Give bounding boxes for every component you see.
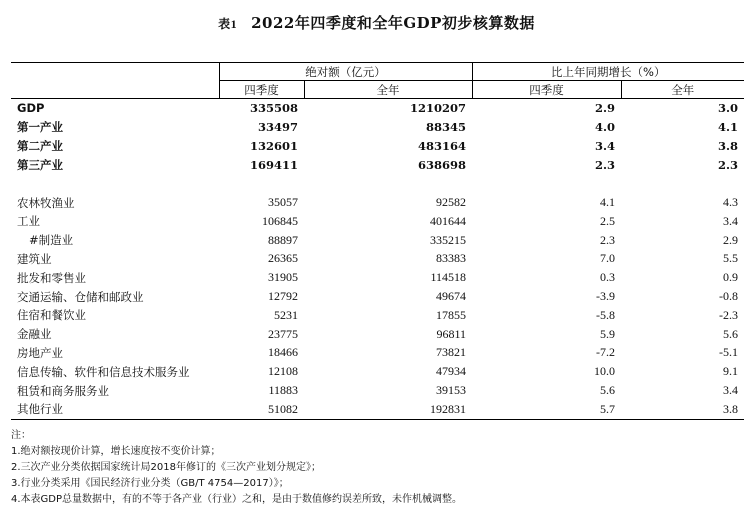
table-row <box>11 381 744 400</box>
table-row <box>11 193 744 212</box>
note-item: 2.三次产业分类依据国家统计局2018年修订的《三次产业划分规定》； <box>11 462 321 473</box>
growth-year: -0.8 <box>719 289 738 304</box>
spacer-cell <box>472 174 621 193</box>
value-year: 96811 <box>436 326 466 341</box>
growth-year: 0.9 <box>723 270 738 285</box>
growth-year: 3.0 <box>717 101 738 116</box>
row-label: 交通运输、仓储和邮政业 <box>17 289 144 304</box>
value-year: 73821 <box>436 345 466 360</box>
value-year: 88345 <box>425 120 466 135</box>
growth-year: 3.8 <box>717 138 738 153</box>
note-item: 3.行业分类采用《国民经济行业分类（GB/T 4754—2017）》； <box>11 478 289 489</box>
growth-year: 2.3 <box>717 157 738 172</box>
growth-q4: -3.9 <box>596 289 615 304</box>
header-absolute-value: 绝对额（亿元） <box>219 63 472 81</box>
growth-q4: 10.0 <box>594 364 615 379</box>
note-item: 4.本表GDP总量数据中，有的不等于各产业（行业）之和，是由于数值修约误差所致，未作机械调整。 <box>11 494 463 505</box>
growth-q4: 5.9 <box>600 326 615 341</box>
row-label: 住宿和餐饮业 <box>17 308 86 323</box>
table-number: 表1 <box>218 17 238 31</box>
table-row <box>11 99 744 118</box>
value-year: 83383 <box>436 251 466 266</box>
growth-year: 5.6 <box>723 326 738 341</box>
row-label: 信息传输、软件和信息技术服务业 <box>17 364 190 379</box>
table-row <box>11 362 744 381</box>
table-row <box>11 137 744 156</box>
table-row <box>11 325 744 344</box>
value-year: 483164 <box>417 138 466 153</box>
note-item: 1.绝对额按现价计算，增长速度按不变价计算； <box>11 446 221 457</box>
table-row <box>11 155 744 174</box>
growth-year: 3.4 <box>723 383 738 398</box>
table-row <box>11 344 744 363</box>
value-q4: 335508 <box>249 101 298 116</box>
value-q4: 11883 <box>268 383 298 398</box>
value-q4: 18466 <box>268 345 298 360</box>
value-year: 335215 <box>430 232 466 247</box>
header-blank <box>11 81 219 99</box>
value-year: 401644 <box>430 213 466 228</box>
row-label: 第二产业 <box>17 138 63 153</box>
growth-q4: 3.4 <box>594 138 615 153</box>
growth-q4: 7.0 <box>600 251 615 266</box>
value-year: 92582 <box>436 195 466 210</box>
value-year: 47934 <box>436 364 466 379</box>
row-label: 批发和零售业 <box>17 270 86 285</box>
header-q4: 四季度 <box>219 81 304 99</box>
value-year: 49674 <box>436 289 466 304</box>
table-row <box>11 306 744 325</box>
growth-year: 5.5 <box>723 251 738 266</box>
growth-q4: 5.7 <box>472 400 621 419</box>
spacer-row <box>11 174 744 193</box>
value-q4: 169411 <box>249 157 298 172</box>
header-growth: 比上年同期增长（%） <box>472 63 744 81</box>
value-year: 114518 <box>430 270 466 285</box>
value-year: 1210207 <box>409 101 466 116</box>
table-row <box>11 250 744 269</box>
row-label: 第三产业 <box>17 157 63 172</box>
value-year: 39153 <box>436 383 466 398</box>
growth-q4: 2.9 <box>594 101 615 116</box>
value-year: 638698 <box>417 157 466 172</box>
header-row-columns <box>11 81 744 99</box>
row-label: GDP <box>17 101 45 116</box>
row-label: 农林牧渔业 <box>17 195 75 210</box>
value-q4: 23775 <box>268 326 298 341</box>
growth-q4: 4.1 <box>600 195 615 210</box>
growth-q4: 2.3 <box>600 232 615 247</box>
growth-year: 4.1 <box>717 120 738 135</box>
value-q4: 35057 <box>268 195 298 210</box>
value-q4: 33497 <box>257 120 298 135</box>
table-row <box>11 118 744 137</box>
growth-q4: 4.0 <box>594 120 615 135</box>
row-label: 工业 <box>17 214 40 229</box>
gdp-data-table <box>11 62 744 420</box>
header-q4-growth: 四季度 <box>472 81 621 99</box>
spacer-cell <box>219 174 304 193</box>
growth-q4: 5.6 <box>600 383 615 398</box>
header-row-group <box>11 63 744 81</box>
growth-year: 2.9 <box>723 232 738 247</box>
row-label: #制造业 <box>29 233 74 248</box>
notes-label: 注： <box>11 430 31 441</box>
row-label: 其他行业 <box>11 400 219 419</box>
value-q4: 106845 <box>262 213 298 228</box>
notes <box>11 428 744 508</box>
growth-year: -5.1 <box>719 345 738 360</box>
growth-year: 4.3 <box>723 195 738 210</box>
growth-year: 3.8 <box>621 400 744 419</box>
growth-q4: 2.5 <box>600 213 615 228</box>
value-q4: 26365 <box>268 251 298 266</box>
row-label: 建筑业 <box>17 251 52 266</box>
table-row <box>11 400 744 419</box>
growth-year: 9.1 <box>723 364 738 379</box>
row-label: 第一产业 <box>17 120 63 135</box>
table-title <box>0 12 753 33</box>
value-q4: 88897 <box>268 232 298 247</box>
header-blank <box>11 63 219 81</box>
value-year: 17855 <box>436 307 466 322</box>
spacer-cell <box>11 174 219 193</box>
growth-year: 3.4 <box>723 213 738 228</box>
spacer-cell <box>304 174 472 193</box>
growth-year: -2.3 <box>719 307 738 322</box>
table-row <box>11 212 744 231</box>
value-q4: 51082 <box>219 400 304 419</box>
value-q4: 132601 <box>249 138 298 153</box>
row-label: 租赁和商务服务业 <box>17 383 109 398</box>
table-row <box>11 287 744 306</box>
value-q4: 31905 <box>268 270 298 285</box>
spacer-cell <box>621 174 744 193</box>
growth-q4: 0.3 <box>600 270 615 285</box>
row-label: 金融业 <box>17 327 52 342</box>
value-q4: 12792 <box>268 289 298 304</box>
header-year-growth: 全年 <box>621 81 744 99</box>
value-year: 192831 <box>304 400 472 419</box>
table-title-text: 2022年四季度和全年GDP初步核算数据 <box>251 14 535 32</box>
growth-q4: -7.2 <box>596 345 615 360</box>
table-row <box>11 268 744 287</box>
growth-q4: -5.8 <box>596 307 615 322</box>
table-row <box>11 231 744 250</box>
header-year: 全年 <box>304 81 472 99</box>
growth-q4: 2.3 <box>594 157 615 172</box>
value-q4: 12108 <box>268 364 298 379</box>
value-q4: 5231 <box>274 307 298 322</box>
row-label: 房地产业 <box>17 345 63 360</box>
